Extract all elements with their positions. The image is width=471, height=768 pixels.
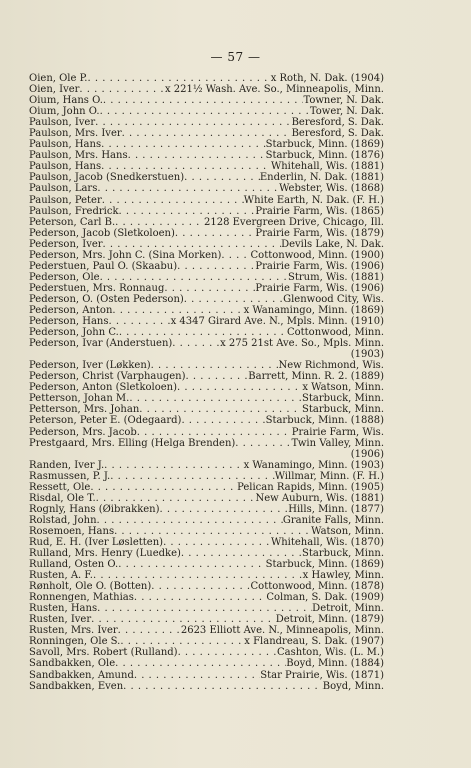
entry-place: Detroit, Minn. (1879) [275, 614, 384, 626]
entry-name: Pederstuen, Mrs. Ronnaug [29, 282, 165, 294]
dot-leader [164, 283, 255, 294]
dot-leader [114, 526, 311, 537]
dot-leader [79, 84, 165, 95]
list-item [29, 261, 384, 272]
entry-place: Starbuck, Minn. [302, 393, 384, 405]
dot-leader [100, 106, 310, 117]
dot-leader [104, 460, 243, 471]
entry-place: Prairie Farm, Wis. (1906) [255, 282, 384, 294]
entry-place: Cottonwood, Minn. [286, 327, 384, 339]
entry-place: Colman, S. Dak. (1909) [266, 592, 384, 604]
entry-place: Boyd, Minn. [322, 680, 384, 692]
list-item [29, 195, 384, 206]
list-item [29, 139, 384, 150]
list-item [29, 128, 384, 139]
entry-place: Whitehall, Wis. (1870) [270, 536, 384, 548]
entry-name: Ronningen, Ole S. [29, 636, 121, 648]
entry-name: Pederson, Jacob (Sletkoloen) [29, 227, 175, 239]
dot-leader [172, 338, 220, 349]
dot-leader [177, 261, 255, 272]
list-item [29, 526, 384, 537]
entry-name: Rolstad, John [29, 514, 97, 526]
entry-place: Watson, Minn. [311, 525, 384, 537]
entry-name: Paulson, Mrs. Hans [29, 150, 128, 162]
entry-place: x 221½ Wash. Ave. So., Minneapolis, Minn. [164, 84, 384, 96]
dot-leader [137, 427, 292, 438]
entry-name: Sandbakken, Amund [29, 669, 134, 681]
list-item [29, 360, 384, 371]
list-item [29, 172, 384, 183]
entry-place: Starbuck, Minn. [302, 404, 384, 416]
entry-name: Rosemoen, Hans [29, 525, 115, 537]
dot-leader [101, 161, 271, 172]
entry-name: Sandbakken, Ole [29, 658, 116, 670]
entry-name: Pederson, Iver (Løkken) [29, 360, 151, 372]
entry-name: Pederson, O. (Osten Pederson) [29, 293, 184, 305]
entry-name: Pederson, Christ (Varphaugen) [29, 371, 186, 383]
list-item [29, 460, 384, 471]
dot-leader [118, 559, 265, 570]
dot-leader [95, 117, 291, 128]
dot-leader [91, 614, 276, 625]
list-item [29, 316, 384, 327]
entry-place: Towner, N. Dak. [303, 95, 384, 107]
entry-place: Starbuck, Minn. [302, 548, 384, 560]
entry-continuation: (1903) [350, 349, 384, 361]
entry-place: Cottonwood, Minn. (1878) [250, 581, 384, 593]
entry-place: Starbuck, Minn. (1876) [265, 150, 384, 162]
list-item [29, 206, 384, 217]
entry-place: Whitehall, Wis. (1881) [270, 161, 384, 173]
list-item [29, 228, 384, 239]
list-item [29, 250, 384, 261]
entry-place: Prairie Farm, Wis. (1906) [255, 260, 384, 272]
entry-name: Prestgaard, Mrs. Elling (Helga Brenden) [29, 437, 236, 449]
entry-place: Tower, N. Dak. [309, 106, 384, 118]
entry-name: Paulson, Mrs. Iver [29, 128, 122, 140]
dot-leader [186, 371, 249, 382]
entry-place: x Hawley, Minn. [302, 570, 384, 582]
entry-name: Pederson, Ivar (Anderstuen) [29, 338, 173, 350]
dot-leader [235, 438, 291, 449]
dot-leader [151, 581, 250, 592]
list-item [29, 647, 384, 658]
dot-leader [184, 294, 283, 305]
entry-place: Star Prairie, Wis. (1871) [260, 669, 384, 681]
list-item [29, 338, 384, 349]
dot-leader [96, 493, 256, 504]
entry-name: Pederson, Hans [29, 316, 109, 328]
entry-place: Beresford, S. Dak. [291, 128, 384, 140]
list-item [29, 327, 384, 338]
entry-name: Paulson, Lars [29, 183, 98, 195]
dot-leader [163, 537, 271, 548]
entry-name: Paulson, Hans [29, 161, 102, 173]
list-item [29, 305, 384, 316]
list-item [29, 504, 384, 515]
entry-name: Paulson, Fredrick [29, 205, 119, 217]
dot-leader [109, 316, 171, 327]
entry-place: x 4347 Girard Ave. N., Mpls. Minn. (1910) [170, 316, 384, 328]
list-item [29, 217, 384, 228]
entry-place: Granite Falls, Minn. [282, 514, 384, 526]
dot-leader [97, 183, 279, 194]
dot-leader [88, 73, 271, 84]
entry-name: Rusten, Mrs. Iver [29, 625, 118, 637]
list-item [29, 427, 384, 438]
entry-name: Rognly, Hans (Øibrakken) [29, 503, 160, 515]
list-item [29, 493, 384, 504]
entry-name: Savoll, Mrs. Robert (Rulland) [29, 647, 178, 659]
list-item [29, 294, 384, 305]
entry-place: Starbuck, Minn. (1869) [265, 139, 384, 151]
entry-name: Risdal, Ole T. [29, 492, 96, 504]
dot-leader [123, 681, 323, 692]
entry-place: White Earth, N. Dak. (F. H.) [243, 194, 384, 206]
dot-leader [110, 471, 274, 482]
dot-leader [160, 504, 289, 515]
entry-name: Paulson, Hans [29, 139, 102, 151]
dot-leader [97, 603, 312, 614]
dot-leader [119, 327, 287, 338]
entry-place: Hills, Minn. (1877) [288, 503, 384, 515]
list-item [29, 515, 384, 526]
dot-leader [118, 625, 181, 636]
entry-place: Starbuck, Minn. (1888) [265, 415, 384, 427]
entry-name: Sandbakken, Even [29, 680, 124, 692]
list-item [29, 404, 384, 415]
list-item [29, 636, 384, 647]
list-item [29, 117, 384, 128]
list-item [29, 559, 384, 570]
entry-place: Beresford, S. Dak. [291, 117, 384, 129]
list-item [29, 570, 384, 581]
page-number: — 57 — [210, 50, 261, 64]
dot-leader [181, 415, 265, 426]
list-item [29, 438, 384, 449]
dot-leader [115, 217, 204, 228]
dot-leader [102, 195, 244, 206]
dot-leader [119, 206, 256, 217]
entry-name: Pederson, Mrs. John C. (Sina Morken) [29, 249, 222, 261]
dot-leader [184, 172, 260, 183]
entry-name: Rusten, Hans [29, 603, 98, 615]
entry-place: Barrett, Minn. R. 2. (1889) [248, 371, 384, 383]
list-item [29, 371, 384, 382]
list-item [29, 670, 384, 681]
entry-place: x Wanamingo, Minn. (1869) [243, 304, 384, 316]
dot-leader [177, 382, 302, 393]
list-item [29, 161, 384, 172]
entry-name: Oium, John O. [29, 106, 100, 118]
entry-place: x Roth, N. Dak. (1904) [270, 73, 384, 84]
dot-leader [134, 592, 267, 603]
list-item [29, 95, 384, 106]
list-item [29, 592, 384, 603]
entry-name: Rud, E. H. (Iver Løsletten) [29, 536, 164, 548]
list-item [29, 471, 384, 482]
entry-place: Cashton, Wis. (L. M.) [276, 647, 384, 659]
list-item [29, 283, 384, 294]
entry-place: Cottonwood, Minn. (1900) [250, 249, 384, 261]
entry-name: Pederson, Mrs. Jacob [29, 426, 137, 438]
list-item [29, 393, 384, 404]
dot-leader [112, 305, 243, 316]
entry-name: Peterson, Carl B. [29, 216, 116, 228]
dot-leader [129, 393, 302, 404]
list-item [29, 150, 384, 161]
list-item [29, 106, 384, 117]
entry-place: Prairie Farm, Wis. [291, 426, 384, 438]
dot-leader [175, 228, 255, 239]
entry-continuation: (1906) [350, 448, 384, 460]
list-item [29, 658, 384, 669]
dot-leader [100, 272, 288, 283]
dot-leader [221, 250, 250, 261]
entry-place: Starbuck, Minn. (1869) [265, 559, 384, 571]
entry-name: Rulland, Mrs. Henry (Luedke) [29, 548, 181, 560]
list-item [29, 581, 384, 592]
entry-place: Devils Lake, N. Dak. [281, 238, 384, 250]
list-item [29, 183, 384, 194]
dot-leader [128, 150, 266, 161]
entry-place: New Auburn, Wis. (1881) [255, 492, 384, 504]
entry-name: Oien, Ole P. [29, 73, 88, 84]
list-item [29, 603, 384, 614]
entry-place: New Richmond, Wis. [278, 360, 384, 372]
dot-leader [115, 658, 286, 669]
entry-name: Rulland, Osten O. [29, 559, 119, 571]
dot-leader [93, 570, 303, 581]
entry-name: Petterson, Mrs. Johan [29, 404, 140, 416]
entry-name: Ressett, Ole [29, 481, 91, 493]
entry-name: Paulson, Jacob (Snedkerstuen) [29, 172, 185, 184]
entry-name: Pederson, Ole [29, 271, 100, 283]
entry-name: Oien, Iver [29, 84, 80, 96]
entry-name: Paulson, Iver [29, 117, 96, 129]
entry-name: Rønholt, Ole O. (Botten) [29, 581, 152, 593]
entry-place: x Wanamingo, Minn. (1903) [243, 459, 384, 471]
entry-name: Pederson, Anton (Sletkoloen) [29, 382, 178, 394]
entry-name: Pederson, Anton [29, 304, 113, 316]
list-item [29, 272, 384, 283]
dot-leader [139, 404, 302, 415]
dot-leader [120, 636, 244, 647]
entry-name: Peterson, Peter E. (Odegaard) [29, 415, 182, 427]
dot-leader [151, 360, 279, 371]
dot-leader [90, 482, 237, 493]
entry-place: Detroit, Minn. [312, 603, 384, 615]
list-item [29, 415, 384, 426]
list-item [29, 548, 384, 559]
entry-place: Glenwood City, Wis. [283, 293, 384, 305]
entry-place: Strum, Wis. (1881) [288, 271, 384, 283]
dot-leader [101, 139, 266, 150]
entry-name: Paulson, Peter [29, 194, 102, 206]
dot-leader [122, 128, 292, 139]
list-item [29, 681, 384, 692]
dot-leader [178, 647, 277, 658]
list-item [29, 625, 384, 636]
entry-place: Prairie Farm, Wis. (1879) [255, 227, 384, 239]
list-item [29, 614, 384, 625]
dot-leader [103, 95, 304, 106]
list-item [29, 537, 384, 548]
entry-place: Pelican Rapids, Minn. (1905) [237, 481, 384, 493]
entry-place: Willmar, Minn. (F. H.) [274, 470, 384, 482]
list-item [29, 482, 384, 493]
entry-place: Twin Valley, Minn. [291, 437, 384, 449]
entry-name: Pederson, Iver [29, 238, 103, 250]
entry-place: 2128 Evergreen Drive, Chicago, Ill. [204, 216, 384, 228]
entry-name: Oium, Hans O. [29, 95, 103, 107]
entry-name: Petterson, Johan M. [29, 393, 130, 405]
entry-place: Boyd, Minn. (1884) [286, 658, 384, 670]
entry-place: Enderlin, N. Dak. (1881) [259, 172, 384, 184]
list-item [29, 73, 384, 84]
entry-place: 2623 Elliott Ave. N., Minneapolis, Minn. [180, 625, 384, 637]
entry-name: Pederstuen, Paul O. (Skaabu) [29, 260, 178, 272]
dot-leader [181, 548, 302, 559]
entry-place: Webster, Wis. (1868) [279, 183, 384, 195]
entry-name: Rusten, Iver [29, 614, 92, 626]
list-item [29, 382, 384, 393]
entry-place: x 275 21st Ave. So., Mpls. Minn. [220, 338, 384, 350]
dot-leader [134, 670, 260, 681]
entry-name: Pederson, John C. [29, 327, 119, 339]
entry-place: Prairie Farm, Wis. (1865) [255, 205, 384, 217]
entry-name: Ronnengen, Mathias [29, 592, 134, 604]
entry-place: x Watson, Minn. [302, 382, 384, 394]
dot-leader [103, 239, 282, 250]
entry-name: Randen, Iver J. [29, 459, 105, 471]
entry-name: Rasmussen, P. J. [29, 470, 111, 482]
entry-name: Rusten, A. F. [29, 570, 93, 582]
list-item [29, 84, 384, 95]
dot-leader [97, 515, 283, 526]
entry-list [29, 73, 384, 692]
entry-place: x Flandreau, S. Dak. (1907) [244, 636, 384, 648]
list-item [29, 239, 384, 250]
